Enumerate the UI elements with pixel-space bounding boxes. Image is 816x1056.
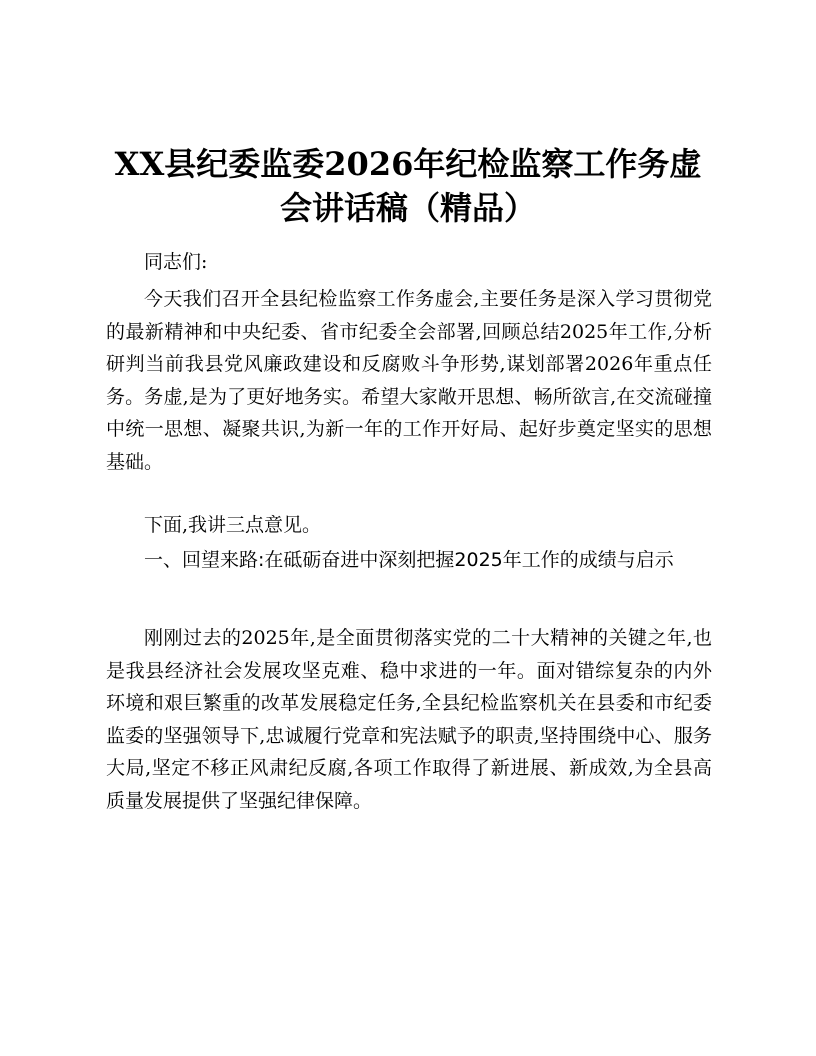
points-paragraph: 下面,我讲三点意见。 <box>144 514 322 536</box>
document-title: XX县纪委监委2026年纪检监察工作务虚会讲话稿（精品） <box>114 145 702 227</box>
intro-paragraph: 今天我们召开全县纪检监察工作务虚会,主要任务是深入学习贯彻党的最新精神和中央纪委、省市纪委全会部署,回顾总结2025年工作,分析研判当前我县党风廉政建设和反腐败斗争形势,谋划部署2026年重点任务。务虚,是为了更好地务实。希望大家敞开思想、畅所欲言,在交流碰撞中统一思想、凝聚共识,为新一年的工作开好局、起好步奠定坚实的思想基础。 <box>106 288 712 473</box>
salutation: 同志们: <box>144 251 208 273</box>
section-one-paragraph: 刚刚过去的2025年,是全面贯彻落实党的二十大精神的关键之年,也是我县经济社会发展攻坚克难、稳中求进的一年。面对错综复杂的内外环境和艰巨繁重的改革发展稳定任务,全县纪检监察机关在县委和市纪委监委的坚强领导下,忠诚履行党章和宪法赋予的职责,坚持围绕中心、服务大局,坚定不移正风肃纪反腐,各项工作取得了新进展、新成效,为全县高质量发展提供了坚强纪律保障。 <box>106 627 712 812</box>
section-one-heading: 一、回望来路:在砥砺奋进中深刻把握2025年工作的成绩与启示 <box>144 549 674 571</box>
